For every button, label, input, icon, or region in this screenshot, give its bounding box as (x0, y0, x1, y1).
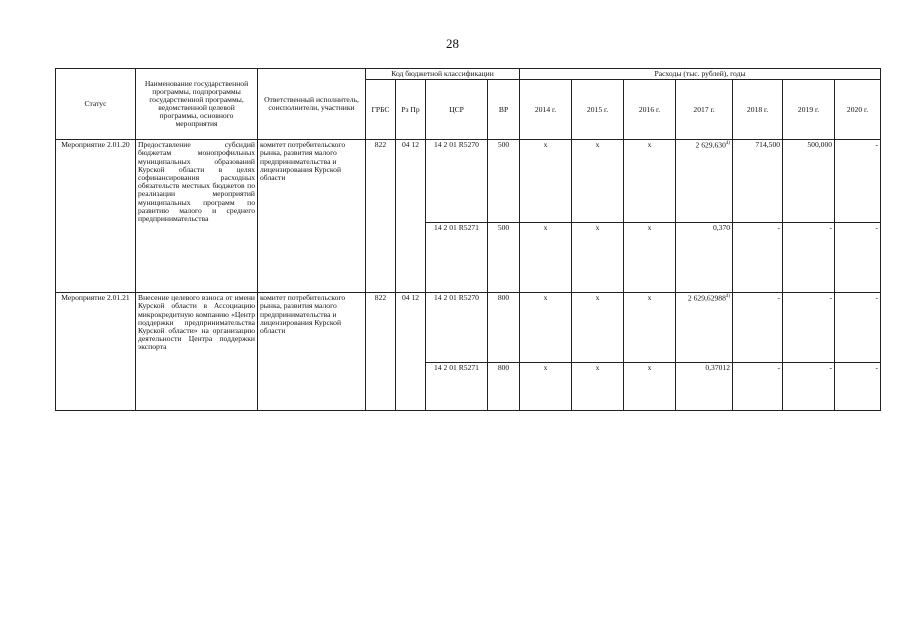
cell-2016: x (624, 223, 676, 293)
cell-2015: x (572, 223, 624, 293)
cell-csr: 14 2 01 R5270 (426, 293, 488, 363)
row-responsible: комитет потребительского рынка, развития малого предпринимательства и лицензирования Курской области (258, 293, 366, 411)
row-name: Предоставление субсидий бюджетам монопрофильных муниципальных образований Курской области в целях софинансирования расходных обязательств местных бюджетов по реализации мероприятий муниципальных программ по развитию малого и среднего предпринимательства (136, 140, 258, 293)
cell-2020: - (835, 223, 881, 293)
header-year: 2015 г. (572, 80, 624, 140)
value: 2 629,62988 (687, 293, 726, 303)
header-year: 2019 г. (783, 80, 835, 140)
header-name: Наименование государственной программы, подпрограммы государственной программы, ведомственной целевой программы, основного мероприятия (136, 69, 258, 140)
header-year: 2018 г. (733, 80, 783, 140)
value: 2 629,630 (695, 140, 726, 150)
table-row (56, 293, 881, 363)
cell-2016: x (624, 363, 676, 411)
cell-vr: 800 (488, 293, 520, 363)
cell-2020: - (835, 293, 881, 363)
cell-2014: x (520, 363, 572, 411)
header-status: Статус (56, 69, 136, 140)
header-year: 2020 г. (835, 80, 881, 140)
header-grbs: ГРБС (366, 80, 396, 140)
table-row (56, 140, 881, 223)
cell-2015: x (572, 293, 624, 363)
cell-2015: x (572, 363, 624, 411)
header-year: 2016 г. (624, 80, 676, 140)
header-responsible: Ответственный исполнитель, соисполнители, участники (258, 69, 366, 140)
cell-2018: 714,500 (733, 140, 783, 223)
cell-2014: x (520, 293, 572, 363)
cell-2017 (676, 293, 733, 363)
page-number: 28 (446, 36, 459, 51)
cell-2014: x (520, 140, 572, 223)
row-name: Внесение целевого взноса от имени Курской области в Ассоциацию микрокредитную компанию «Центр поддержки предпринимательства Курской области» на организацию деятельности Центра поддержки экспорта (136, 293, 258, 411)
cell-2017: 0,370 (676, 223, 733, 293)
cell-2019: - (783, 223, 835, 293)
cell-2019: - (783, 363, 835, 411)
cell-2017: 0,37012 (676, 363, 733, 411)
cell-2016: x (624, 293, 676, 363)
row-rzpr: 04 12 (396, 140, 426, 293)
row-responsible: комитет потребительского рынка, развития малого предпринимательства и лицензирования Курской области (258, 140, 366, 293)
cell-2020: - (835, 140, 881, 223)
cell-2019: - (783, 293, 835, 363)
cell-2018: - (733, 293, 783, 363)
header-vr: ВР (488, 80, 520, 140)
cell-2018: - (733, 363, 783, 411)
header-year: 2014 г. (520, 80, 572, 140)
budget-table (55, 68, 881, 411)
footnote-mark: 4) (725, 141, 731, 147)
cell-2016: x (624, 140, 676, 223)
cell-2018: - (733, 223, 783, 293)
row-status: Мероприятие 2.01.21 (56, 293, 136, 411)
cell-2017 (676, 140, 733, 223)
header-expenses: Расходы (тыс. рублей), годы (520, 69, 881, 80)
row-grbs: 822 (366, 140, 396, 293)
header-budget-code: Код бюджетной классификации (366, 69, 520, 80)
cell-2019: 500,000 (783, 140, 835, 223)
footnote-mark: 4) (725, 294, 731, 300)
cell-2014: x (520, 223, 572, 293)
header-year: 2017 г. (676, 80, 733, 140)
header-csr: ЦСР (426, 80, 488, 140)
cell-vr: 500 (488, 223, 520, 293)
row-grbs: 822 (366, 293, 396, 411)
cell-vr: 500 (488, 140, 520, 223)
cell-csr: 14 2 01 R5271 (426, 363, 488, 411)
row-status: Мероприятие 2.01.20 (56, 140, 136, 293)
row-rzpr: 04 12 (396, 293, 426, 411)
cell-vr: 800 (488, 363, 520, 411)
cell-csr: 14 2 01 R5270 (426, 140, 488, 223)
cell-2015: x (572, 140, 624, 223)
header-rzpr: Рз Пр (396, 80, 426, 140)
cell-2020: - (835, 363, 881, 411)
cell-csr: 14 2 01 R5271 (426, 223, 488, 293)
